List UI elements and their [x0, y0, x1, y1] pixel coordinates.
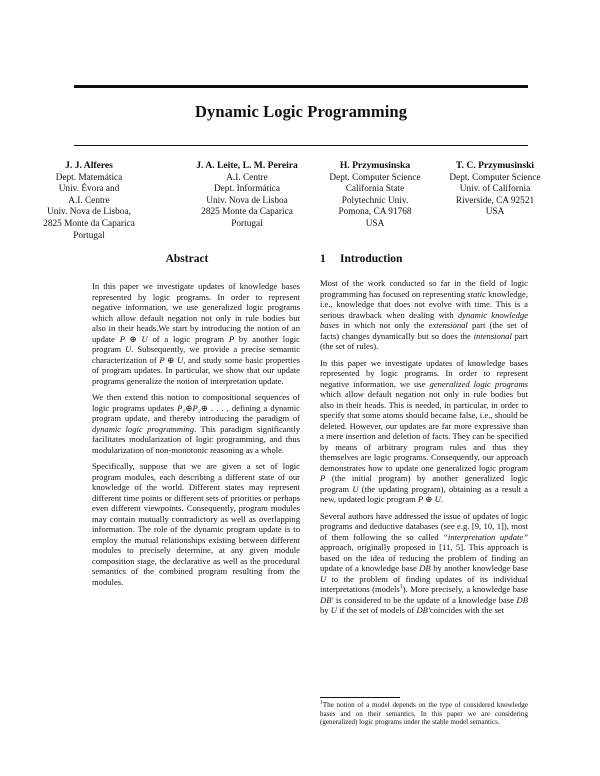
author-affiliation-line: Dept. Computer Science — [329, 172, 421, 183]
author-affiliation-line: USA — [485, 207, 505, 218]
author-name: T. C. Przymusinski — [455, 160, 535, 171]
title-bottom-rule — [74, 145, 528, 146]
author-name: J. A. Leite, L. M. Pereira — [196, 160, 298, 171]
introduction-heading — [320, 253, 402, 265]
author-affiliation-line: Univ. Évora and — [58, 184, 120, 195]
abstract-body — [92, 281, 300, 593]
author-affiliation-line: Dept. Computer Science — [449, 172, 541, 183]
footnote — [320, 701, 528, 727]
abstract-paragraph-3: Specifically, suppose that we are given a set of logic program modules, each describing a different state of our knowledge of the world. Different states may represent different time points or different sets of priorities or perhaps even different viewpoints. Consequently, program modules may contain mutually contradictory as well as overlapping information. The role of the dynamic program update is to employ the mutual relationships existing between different modules to precisely determine, at any given module composition stage, the declarative as well as the procedural semantics of the combined program resulting from the modules. — [92, 461, 300, 587]
abstract-paragraph-2: We then extend this notion to compositional sequences of logic programs updates P₁⊕P₂⊕ . . . , defining a dynamic program update, and thereby introducing the paradigm of dynamic logic programming. This paradigm significantly facilitates modularization of logic programming, and thus modularization of non-monotonic reasoning as a whole. — [92, 392, 300, 455]
intro-paragraph-2: In this paper we investigate updates of knowledge bases represented by logic programs. In order to represent negative information, we use generalized logic programs which allow default negation not only in rule bodies but also in their heads. This is needed, in particular, in order to specify that some atoms should became false, i.e., should be deleted. However, our updates are far more expressive than a mere insertion and deletion of facts. They can be specified by means of arbitrary program rules and thus they themselves are logic programs. Consequently, our approach demonstrates how to update one generalized logic program P (the initial program) by another generalized logic program U (the updating program), obtaining as a result a new, updated logic program P ⊕ U. — [320, 357, 528, 504]
author-affiliation-line: Univ. of California — [459, 184, 531, 195]
author-affiliation-line: A.I. Centre — [226, 172, 268, 183]
footnote-mark: 1 — [320, 699, 323, 706]
abstract-heading: Abstract — [165, 253, 209, 265]
footnote-reference: 1 — [399, 584, 403, 591]
author-affiliation-line: Univ. Nova de Lisboa, — [47, 207, 131, 218]
author-block-1 — [8, 160, 170, 242]
abstract-paragraph-1: In this paper we investigate updates of knowledge bases represented by logic programs. In order to represent negative information, we use generalized logic programs which allow default negation not only in rule bodies but also in their heads.We start by introducing the notion of an update P ⊕ U of a logic program P by another logic program U. Subsequently, we provide a precise semantic characterization of P ⊕ U, and study some basic properties of program updates. In particular, we show that our update programs generalize the notion of interpretation update. — [92, 281, 301, 386]
author-affiliation-line: A.I. Centre — [68, 195, 110, 206]
footnote-rule — [320, 697, 400, 698]
author-affiliation-line: Univ. Nova de Lisboa — [206, 195, 288, 206]
author-affiliation-line: California State — [345, 184, 405, 195]
author-block-2 — [172, 160, 322, 231]
author-block-3 — [312, 160, 438, 231]
author-affiliation-line: Pomona, CA 91768 — [338, 207, 412, 218]
section-title: Introduction — [340, 253, 403, 265]
author-affiliation-line: Portugal — [231, 218, 263, 229]
author-affiliation-line: USA — [365, 218, 385, 229]
title-top-rule — [74, 85, 528, 88]
author-affiliation-line: Portugal — [73, 230, 105, 241]
author-affiliation-line: Dept. Matemática — [55, 172, 123, 183]
intro-paragraph-3: Several authors have addressed the issue of updates of logic programs and deductive databases (see e.g. [9, 10, 1]), most of them following the so called “interpretation update” approach, originally proposed in [11, 5]. This approach is based on the idea of reducing the problem of finding an update of a knowledge base DB by another knowledge base U to the problem of finding updates of its individual interpretations (models$^1$). More precisely, a knowledge base DB′ is considered to be the update of a knowledge base DB by U if the set of models of DB′coincides with the set — [320, 510, 528, 615]
author-affiliation-line: Dept. Informática — [213, 184, 281, 195]
section-number: 1 — [320, 253, 326, 265]
footnote-text: The notion of a model depends on the type of considered knowledge bases and on their semantics. In this paper we are considering (generalized) logic programs under the stable model semantics. — [320, 701, 528, 727]
author-affiliation-line: 2825 Monte da Caparica — [43, 218, 135, 229]
author-affiliation-line: 2825 Monte da Caparica — [201, 207, 293, 218]
author-block-4 — [434, 160, 556, 219]
author-affiliation-line: Polytechnic Univ. — [341, 195, 409, 206]
author-affiliation-line: Riverside, CA 92521 — [455, 195, 535, 206]
intro-paragraph-1: Most of the work conducted so far in the field of logic programming has focused on representing static knowledge, i.e., knowledge that does not evolve with time. This is a serious drawback when dealing with dynamic knowledge bases in which not only the extensional part (the set of facts) changes dynamically but so does the intensional part (the set of rules). — [320, 278, 528, 351]
paper-title: Dynamic Logic Programming — [194, 102, 408, 121]
author-name: H. Przymusinska — [339, 160, 411, 171]
author-name: J. J. Alferes — [65, 160, 113, 171]
introduction-body — [320, 278, 528, 622]
